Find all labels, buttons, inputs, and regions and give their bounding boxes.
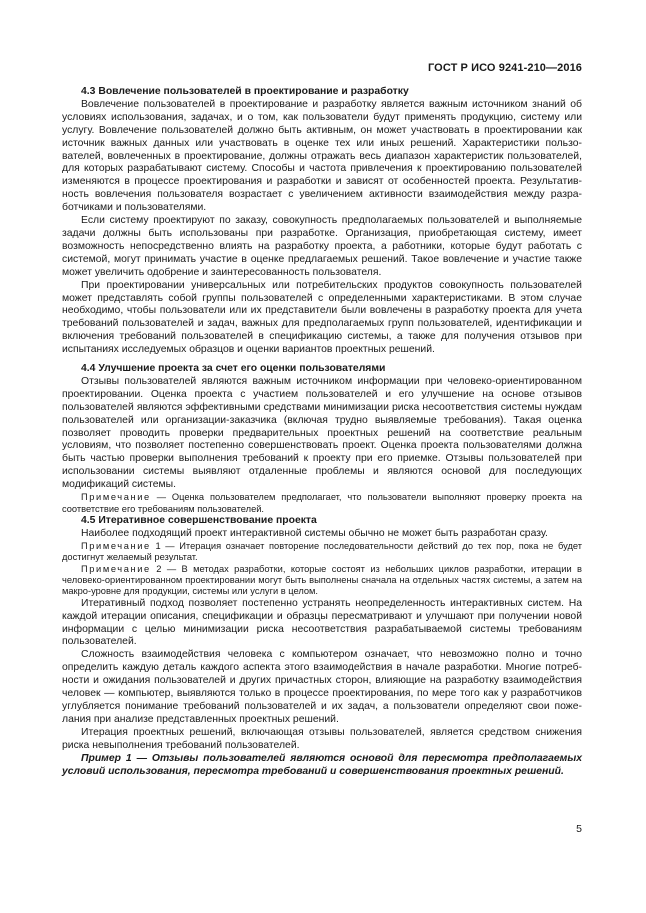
section-4-5-paragraph-1: Наиболее подходящий проект интерактивной системы обычно не может быть разработан сразу.: [81, 527, 548, 539]
note-text: 1 — Итерация означает повторение последовательности действий до тех пор, пока не будет достигнут желаемый результат.: [62, 540, 582, 563]
section-4-3-paragraph-3: При проектировании универсальных или потребительских продуктов совокупность пользователей может представлять собой группы пользователей с определенными характеристиками. В этом случае необходимо, чтобы пользователи или их представители были вовлечены в разработку проекта для учета требований пользователей и задач, важных для предполагаемых групп пользователей, идентификации и включения требований пользователей в спецификацию системы, а также для получения отзывов при испытаниях исследуемых образцов и оценки вариантов проектных решений.: [62, 279, 582, 356]
note-label: Примечание: [81, 563, 151, 574]
section-4-5-paragraph-4: Итерация проектных решений, включающая отзывы пользователей, является средством снижения риска невыполнения требований пользователей.: [62, 726, 582, 751]
note-label: Примечание: [81, 540, 151, 551]
note-text: 2 — В методах разработки, которые состоят из небольших циклов разработки, итерации в человеко-ориентированном проектировании могут быть выполнены сначала на отдельных частях системы, а затем на макро-уровне для продукции, системы или услуги в целом.: [62, 563, 582, 597]
section-4-3-paragraph-1: Вовлечение пользователей в проектирование и разработку является важным источником знаний об условиях использования, задачах, и о том, как пользователи будут применять продукцию, систему или услугу. Вовлечение пользователей должно быть активным, он может участвовать в проектировании как источник важных данных или участвовать в оценке тех или иных решений. Характеристики пользователей, вовлеченных в проектирование, должны отражать весь диапазон характеристик пользователей, для которых разрабатывают систему. Способы и частота привлечения к проектированию пользователей изменяются в процессе проектирования и разработки и зависят от особенностей проекта. Результативность вовлечения пользователя возрастает с увеличением активности взаимодействия между разработчиками и пользователями.: [62, 98, 582, 214]
section-4-4-note: [62, 492, 582, 515]
section-4-5-note-1: [62, 541, 582, 564]
section-4-3-paragraph-2: Если систему проектируют по заказу, совокупность предполагаемых пользователей и выполняемые задачи должны быть использованы при разработке. Организация, приобретающая систему, имеет возможность непосредственно влиять на разработку проекта, а работники, которые будут работать с системой, могут принимать участие в оценке предлагаемых решений. Такое вовлечение и участие также может увеличить одобрение и заинтересованность пользователя.: [62, 215, 582, 278]
section-4-5-note-2: [62, 564, 582, 598]
note-label: Примечание: [81, 492, 151, 503]
note-text: — Оценка пользователем предполагает, что пользователи выполняют проверку проекта на соответствие его требованиям пользователей.: [62, 492, 582, 514]
section-4-5-title: 4.5 Итеративное совершенствование проекта: [81, 514, 317, 526]
section-4-5-paragraph-3: Сложность взаимодействия человека с компьютером означает, что невозможно полно и точно определить каждую деталь каждого аспекта этого взаимодействия в начале разработки. Многие потребности и ожидания пользователей и других причастных сторон, влияющие на разработку взаимодействия человек — компьютер, выявляются только в процессе проектирования, по мере того как у разработчиков углубляется понимание требований пользователей и их задач, а пользователи определяют свои пожелания при анализе представленных проектных решений.: [62, 649, 582, 725]
document-header: ГОСТ Р ИСО 9241-210—2016: [427, 62, 582, 74]
section-4-5-example-1: Пример 1 — Отзывы пользователей являются основой для пересмотра предполагаемых условий использования, пересмотра требований и совершенствования проектных решений.: [62, 752, 582, 777]
section-4-4-title: 4.4 Улучшение проекта за счет его оценки пользователями: [81, 363, 386, 375]
section-4-5-paragraph-2: Итеративный подход позволяет постепенно устранять неопределенность интерактивных систем. На каждой итерации описания, спецификации и образцы пересматривают и улучшают при получении новой информации с целью минимизации риска несоответствия разрабатываемой системы требованиям пользователей.: [62, 597, 582, 648]
section-4-4-paragraph-1: Отзывы пользователей являются важным источником информации при человеко-ориентированном проектировании. Оценка проекта с участием пользователей и его улучшение на основе отзывов пользователей являются эффективными средствами минимизации риска несоответствия системы нуждам пользователей или организации-заказчика (включая трудно выявляемые требования). Такая оценка позволяет проводить проверки предварительных проектных решений на соответствие реальным условиям, что позволяет постепенно совершенствовать проект. Оценка проекта пользователями должна быть частью проверки выполнения требований к проекту при его приемке. Отзывы пользователей при использовании системы выявляют отдаленные проблемы и являются основой для последующих модификаций системы.: [62, 375, 582, 491]
page-number: 5: [576, 823, 582, 835]
section-4-3-title: 4.3 Вовлечение пользователей в проектирование и разработку: [81, 86, 409, 97]
document-body: [62, 86, 582, 778]
